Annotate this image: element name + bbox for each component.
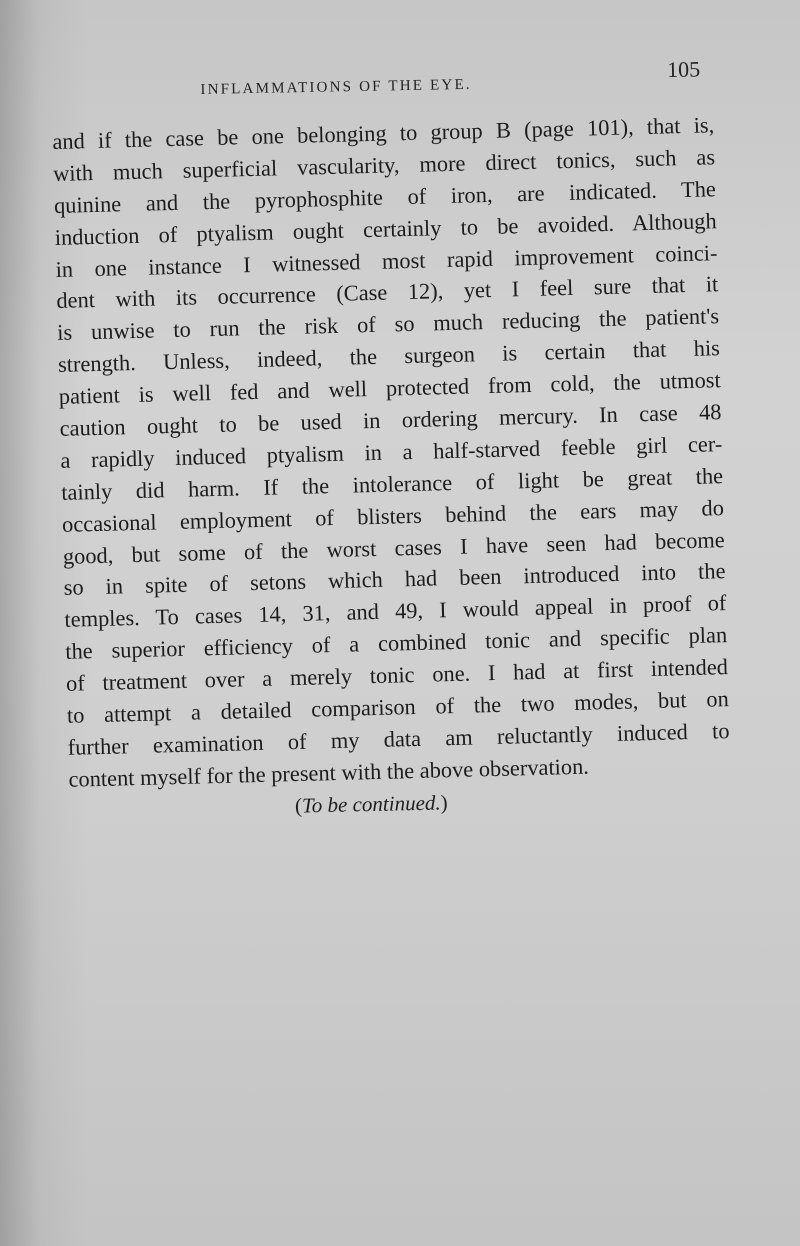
continued-close-paren: ) <box>440 790 448 815</box>
text-line: and if the case be one belonging to group B (page 101), that is, <box>52 112 715 154</box>
page-header <box>200 56 701 106</box>
text-line: is unwise to run the risk of so much reducing the patient's <box>56 303 720 346</box>
page-number: 105 <box>666 56 701 83</box>
to-be-continued-note <box>295 790 448 818</box>
running-title: INFLAMMATIONS OF THE EYE. <box>200 76 472 98</box>
text-line: caution ought to be used in ordering mercury. In case 48 <box>59 399 722 441</box>
text-line: of treatment over a merely tonic one. I had at first intended <box>65 654 729 696</box>
text-line: induction of ptyalism ought certainly to be avoided. Although <box>54 207 717 250</box>
text-line: dent with its occurrence (Case 12), yet I feel sure that it <box>56 271 719 314</box>
text-line: occasional employment of blisters behind the ears may do <box>61 494 725 537</box>
text-line: with much superficial vascularity, more direct tonics, such as <box>52 144 716 186</box>
text-line: a rapidly induced ptyalism in a half-starved feeble girl cer- <box>60 431 723 473</box>
continued-text: To be continued. <box>301 790 441 818</box>
text-line: to attempt a detailed comparison of the two modes, but on <box>66 686 730 728</box>
text-line: quinine and the pyrophosphite of iron, are indicated. The <box>53 176 717 218</box>
text-line: the superior efficiency of a combined tonic and specific plan <box>64 622 728 665</box>
text-line: temples. To cases 14, 31, and 49, I would appeal in proof of <box>64 590 727 633</box>
text-line: in one instance I witnessed most rapid improvement coinci- <box>55 239 718 282</box>
text-line: tainly did harm. If the intolerance of light be great the <box>60 462 724 505</box>
body-text <box>52 109 731 795</box>
text-line: so in spite of setons which had been introduced into the <box>63 558 726 601</box>
continued-open-paren: ( <box>294 793 303 818</box>
text-line: strength. Unless, indeed, the surgeon is certain that his <box>57 335 721 378</box>
text-line: further examination of my data am reluctantly induced to <box>67 717 730 760</box>
text-line: content myself for the present with the above observation. <box>68 753 590 792</box>
text-line: patient is well fed and well protected from cold, the utmost <box>58 367 721 410</box>
text-line: good, but some of the worst cases I have seen had become <box>62 526 725 569</box>
